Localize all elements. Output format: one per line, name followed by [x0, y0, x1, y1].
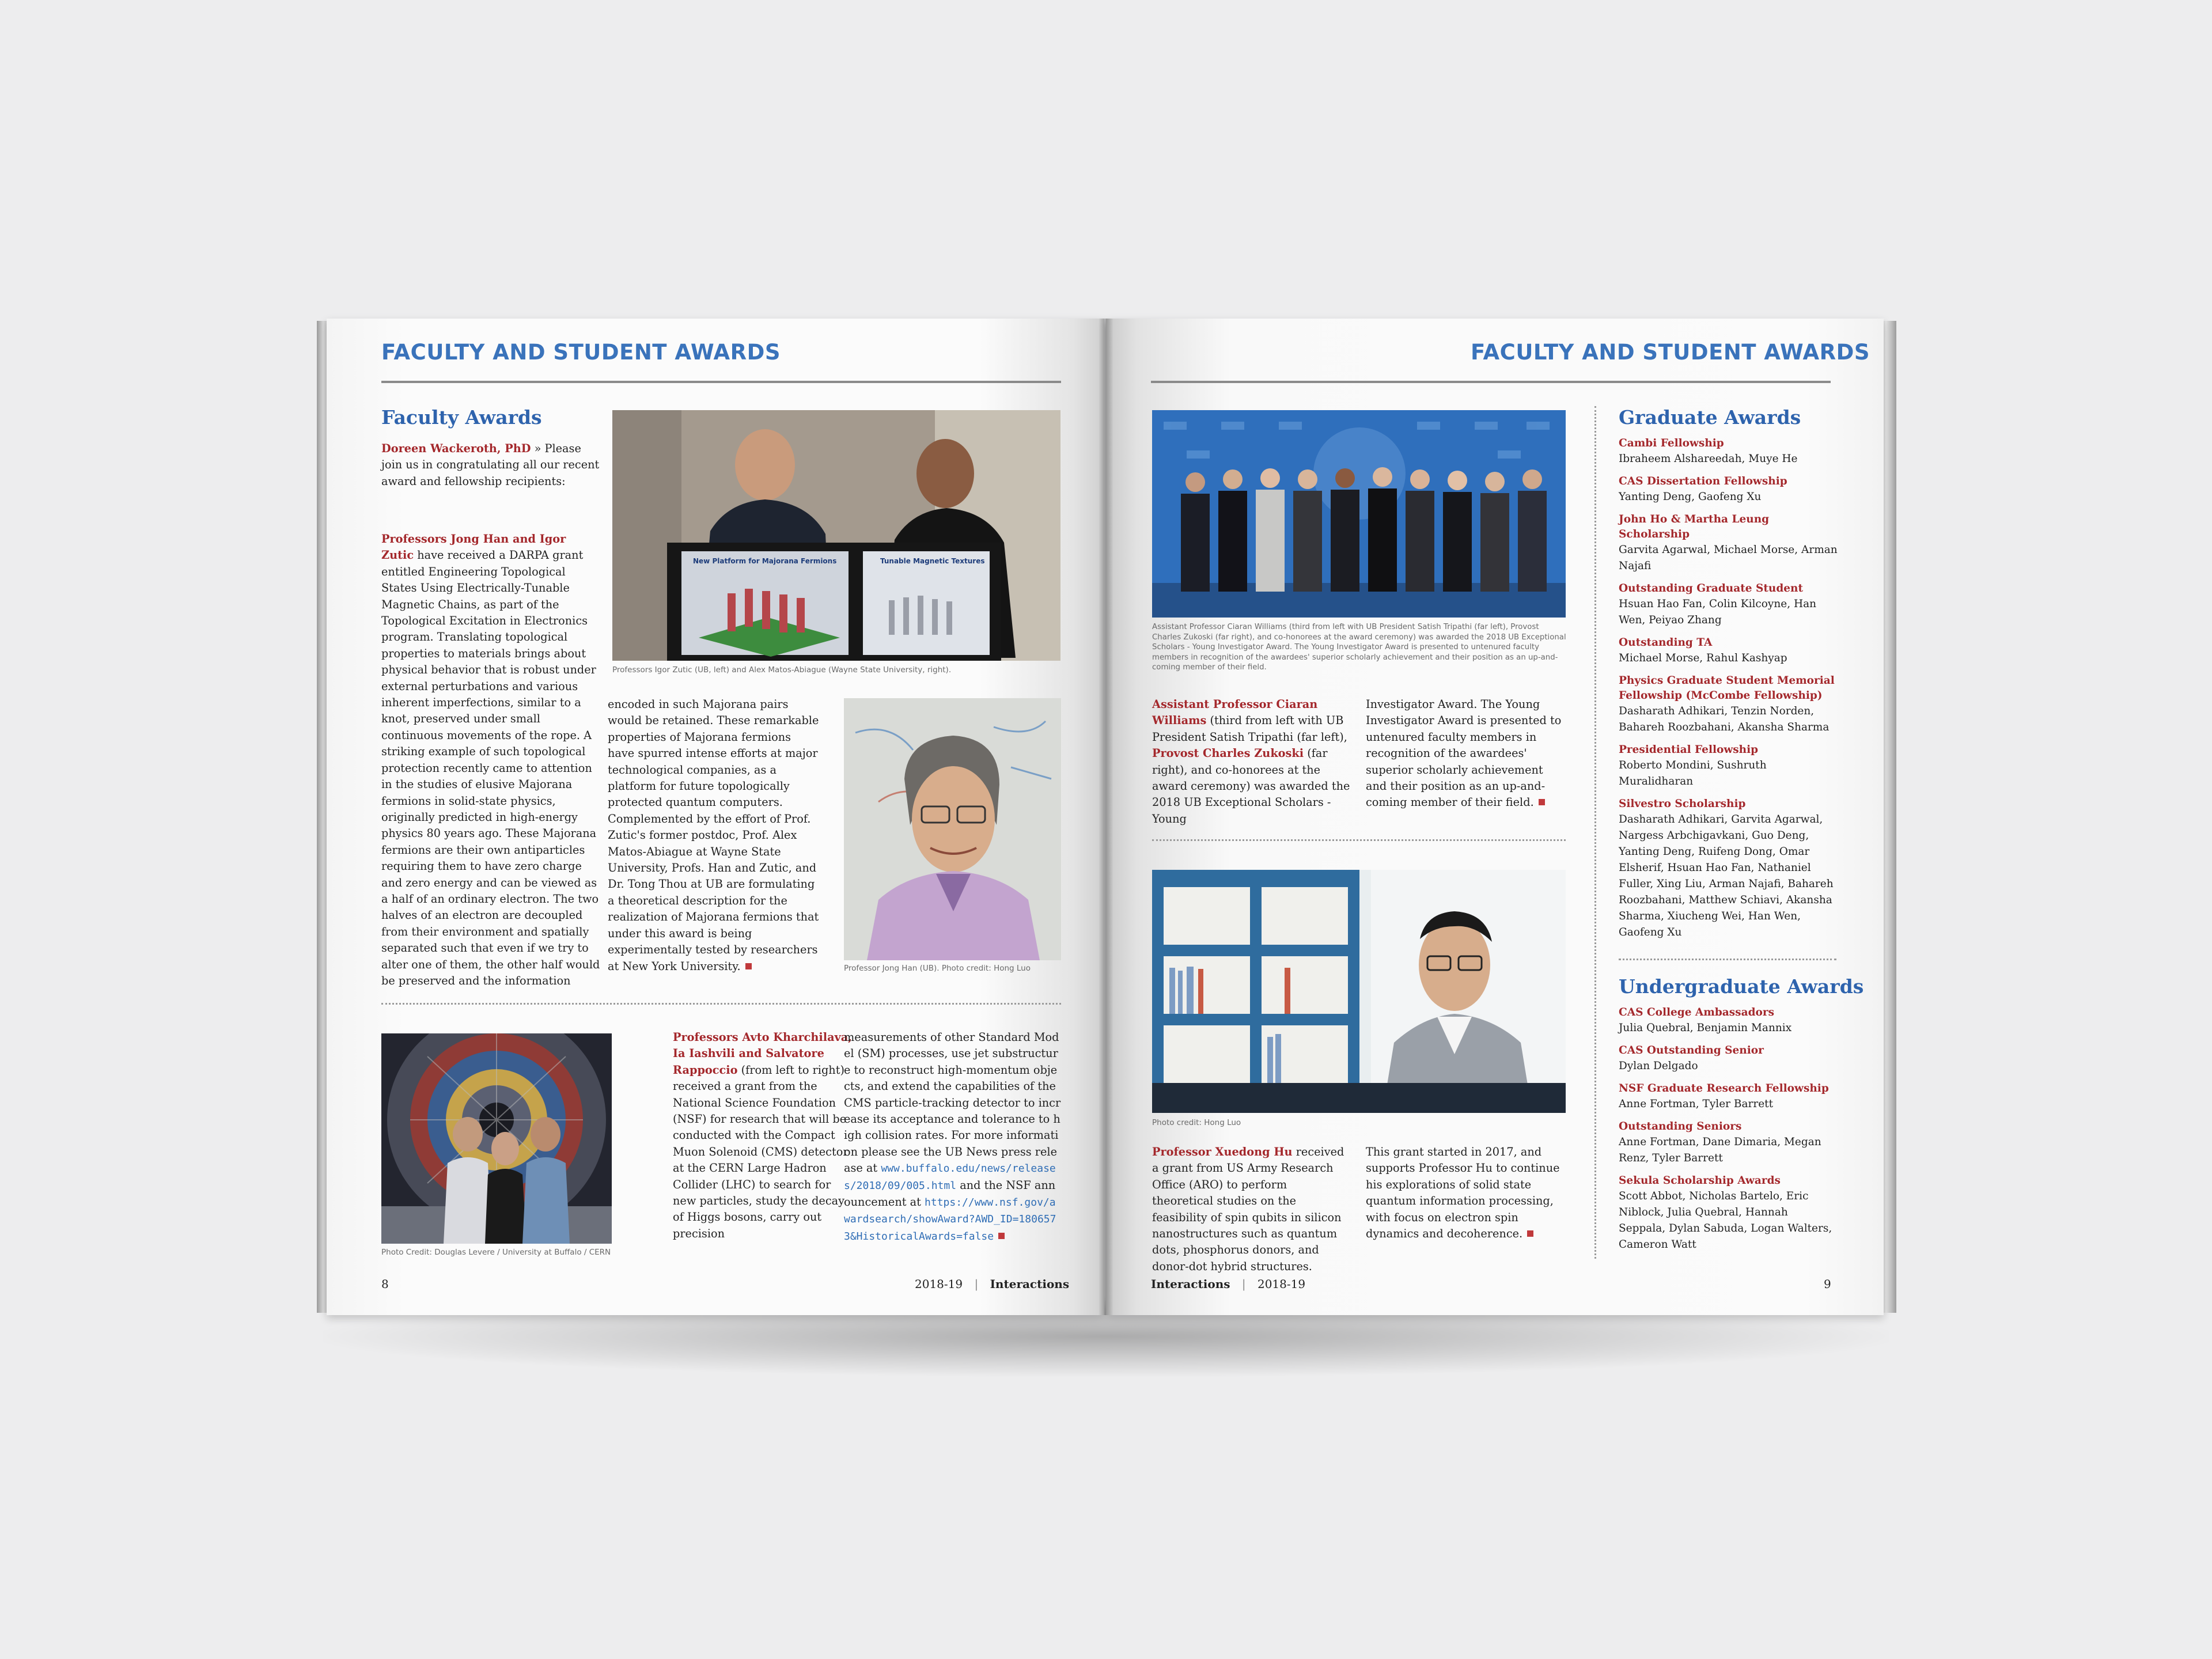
cms-photo — [381, 1033, 612, 1244]
award-recipients: Julia Quebral, Benjamin Mannix — [1619, 1022, 1792, 1034]
screen-label-2: Tunable Magnetic Textures — [880, 557, 985, 565]
cms-text-2a: measurements of other Standard Model (SM) processes, use jet substructure to reconstruct high-momentum objects, and extend the capabilities of the CMS particle-tracking detector to increase its acceptance and tolerance to high collision rates. For more information please see the UB News press release at — [844, 1031, 1061, 1175]
award-recipients: Yanting Deng, Gaofeng Xu — [1619, 491, 1762, 503]
right-footer-title: Interactions — [1151, 1277, 1230, 1291]
han-photo-art — [844, 698, 1061, 960]
cms-text-2b: and the NSF announcement at — [844, 1178, 1056, 1209]
williams-name: Assistant Professor Ciaran Williams — [1152, 698, 1318, 728]
hu-text-2: This grant started in 2017, and supports Professor Hu to continue his explorations of solid state quantum information processing, with focus on electron spin dynamics and decoherence. — [1366, 1145, 1560, 1241]
awards-divider — [1619, 959, 1836, 960]
right-footer — [1151, 1277, 1305, 1291]
book-spine — [1099, 319, 1113, 1315]
left-footer-separator: | — [974, 1277, 979, 1291]
award-title: CAS College Ambassadors — [1619, 1006, 1775, 1018]
han-zutic-names: Professors Jong Han and Igor Zutic — [381, 532, 566, 562]
award-title: Outstanding Graduate Student — [1619, 582, 1804, 594]
cms-column-2 — [844, 1029, 1061, 1245]
williams-column-2 — [1366, 696, 1565, 811]
intro-name: Doreen Wackeroth, PhD — [381, 442, 531, 455]
article-end-mark — [745, 963, 752, 969]
graduate-awards-heading: Graduate Awards — [1619, 406, 1801, 429]
right-footer-year: 2018-19 — [1257, 1277, 1306, 1291]
award-title: Presidential Fellowship — [1619, 744, 1759, 756]
han-zutic-column-1 — [381, 531, 600, 989]
award-recipients: Dylan Delgado — [1619, 1060, 1698, 1072]
left-footer-title: Interactions — [990, 1277, 1070, 1291]
right-footer-separator: | — [1241, 1277, 1246, 1291]
article-end-mark — [998, 1233, 1005, 1239]
group-photo-caption: Assistant Professor Ciaran Williams (third from left with UB President Satish Tripathi (far left), Provost Charles Zukoski (far right), and co-honorees at the award ceremony) was awarded the 2018 UB Exceptional Scholars - Young Investigator Award. The Young Investigator Award is presented to untenured faculty members in recognition of the awardees' superior scholarly achievement and their position as an up-and-coming member of their field. — [1152, 623, 1566, 672]
han-photo-caption: Professor Jong Han (UB). Photo credit: Hong Luo — [844, 964, 1031, 973]
award-title: Sekula Scholarship Awards — [1619, 1175, 1781, 1187]
right-section-divider — [1152, 839, 1566, 841]
cms-names: Professors Avto Kharchilava, Ia Iashvili and Salvatore Rappoccio — [673, 1031, 852, 1077]
hu-name: Professor Xuedong Hu — [1152, 1145, 1293, 1158]
cms-photo-caption: Photo Credit: Douglas Levere / University at Buffalo / CERN — [381, 1248, 611, 1257]
award-recipients: Dasharath Adhikari, Garvita Agarwal, Nargess Arbchigavkani, Guo Deng, Yanting Deng, Ruifeng Dong, Omar Elsherif, Hsuan Hao Fan, Nathaniel Fuller, Xing Liu, Arman Najafi, Bahareh Roozbahani, Matthew Schiavi, Akansha Sharma, Xiucheng Wei, Han Wen, Gaofeng Xu — [1619, 813, 1834, 938]
han-zutic-text-1: have received a DARPA grant entitled Engineering Topological States Using Electrically-Tunable Magnetic Chains, as part of the Topological Excitation in Electronics program. Translating topological properties to materials brings about physical behavior that is robust under external perturbations and various inherent imperfections, similar to a knot, preserved under small continuous movements of the rope. A striking example of such topological protection recently came to attention in the studies of elusive Majorana fermions in solid-state physics, originally predicted in high-energy physics 80 years ago. These Majorana fermions are their own antiparticles requiring them to have zero charge and zero energy and can be viewed as a half of an ordinary electron. The two halves of an electron are decoupled from their environment and spatially separated such that even if we try to alter one of them, the other half would be preserved and the information — [381, 548, 600, 987]
cms-photo-art — [381, 1033, 612, 1244]
award-recipients: Scott Abbot, Nicholas Bartelo, Eric Niblock, Julia Quebral, Hannah Seppala, Dylan Sabuda, Logan Walters, Cameron Watt — [1619, 1190, 1832, 1251]
hu-column-1 — [1152, 1144, 1351, 1275]
graduate-awards-list — [1619, 429, 1838, 941]
award-title: Physics Graduate Student Memorial Fellowship (McCombe Fellowship) — [1619, 675, 1835, 702]
sidebar-divider — [1594, 406, 1596, 1259]
left-footer — [915, 1277, 1069, 1291]
award-recipients: Michael Morse, Rahul Kashyap — [1619, 652, 1787, 664]
williams-column-1 — [1152, 696, 1351, 827]
han-zutic-text-2: encoded in such Majorana pairs would be retained. These remarkable properties of Majorana fermions have spurred intense efforts at major technological companies, as a platform for future topologically protected quantum computers. Complemented by the effort of Prof. Zutic's former postdoc, Prof. Alex Matos-Abiague at Wayne State University, Profs. Han and Zutic, and Dr. Tong Thou at UB are formulating a theoretical description for the realization of Majorana fermions that under this award is being experimentally tested by researchers at New York University. — [608, 698, 819, 973]
williams-text-3: Investigator Award. The Young Investigator Award is presented to untenured faculty members in recognition of the awardees' superior scholarly achievement and their position as an up-and-coming member of their field. — [1366, 698, 1562, 809]
left-page-number: 8 — [381, 1277, 389, 1291]
left-footer-year: 2018-19 — [915, 1277, 963, 1291]
right-page-number: 9 — [1824, 1277, 1831, 1291]
left-header-rule — [381, 381, 1061, 383]
award-title: CAS Dissertation Fellowship — [1619, 475, 1787, 487]
award-title: Silvestro Scholarship — [1619, 798, 1746, 810]
left-section-divider — [381, 1003, 1061, 1005]
ub-news-link[interactable]: www.buffalo.edu/news/releases/2018/09/005.html — [844, 1162, 1056, 1192]
award-title: Outstanding Seniors — [1619, 1120, 1742, 1132]
award-recipients: Anne Fortman, Tyler Barrett — [1619, 1098, 1774, 1110]
award-title: CAS Outstanding Senior — [1619, 1044, 1764, 1056]
award-recipients: Hsuan Hao Fan, Colin Kilcoyne, Han Wen, Peiyao Zhang — [1619, 598, 1817, 626]
left-page-header: FACULTY AND STUDENT AWARDS — [381, 340, 781, 365]
hu-text-1: received a grant from US Army Research Office (ARO) to perform theoretical studies on the feasibility of spin qubits in silicon nanostructures such as quantum dots, phosphorus donors, and donor-dot hybrid structures. — [1152, 1145, 1344, 1273]
han-zutic-column-2 — [608, 696, 821, 975]
hu-column-2 — [1366, 1144, 1565, 1242]
han-photo — [844, 698, 1061, 960]
zutic-photo-caption: Professors Igor Zutic (UB, left) and Alex Matos-Abiague (Wayne State University, right). — [612, 665, 952, 675]
zutic-photo — [612, 410, 1060, 661]
award-recipients: Garvita Agarwal, Michael Morse, Arman Najafi — [1619, 544, 1838, 572]
undergraduate-awards-heading: Undergraduate Awards — [1619, 975, 1864, 998]
screen-label-1: New Platform for Majorana Fermions — [693, 557, 837, 565]
award-recipients: Ibraheem Alshareedah, Muye He — [1619, 453, 1798, 465]
cms-column-1 — [673, 1029, 857, 1242]
award-recipients: Roberto Mondini, Sushruth Muralidharan — [1619, 759, 1767, 787]
article-end-mark — [1539, 799, 1545, 805]
faculty-awards-heading: Faculty Awards — [381, 406, 542, 429]
nsf-award-link[interactable]: https://www.nsf.gov/awardsearch/showAward?AWD_ID=1806573&HistoricalAwards=false — [844, 1196, 1056, 1243]
right-header-rule — [1151, 381, 1831, 383]
group-photo-art — [1152, 410, 1566, 618]
intro-text: » Please join us in congratulating all our recent award and fellowship recipients: — [381, 442, 600, 488]
zukoski-name: Provost Charles Zukoski — [1152, 747, 1304, 760]
award-title: Cambi Fellowship — [1619, 437, 1724, 449]
award-recipients: Anne Fortman, Dane Dimaria, Megan Renz, Tyler Barrett — [1619, 1136, 1821, 1164]
williams-text-2: (far right), and co-honorees at the award ceremony) was awarded the 2018 UB Exceptional Scholars - Young — [1152, 747, 1350, 825]
hu-photo-caption: Photo credit: Hong Luo — [1152, 1118, 1241, 1127]
hu-photo — [1152, 870, 1566, 1113]
cms-text-1: (from left to right) received a grant from the National Science Foundation (NSF) for research that will be conducted with the Compact Muon Solenoid (CMS) detector at the CERN Large Hadron Collider (LHC) to search for new particles, study the decay of Higgs bosons, carry out precision — [673, 1063, 849, 1240]
group-photo — [1152, 410, 1566, 618]
williams-text-1: (third from left with UB President Satish Tripathi (far left), — [1152, 714, 1347, 744]
zutic-photo-art — [612, 410, 1060, 661]
award-title: John Ho & Martha Leung Scholarship — [1619, 513, 1770, 540]
right-page-header: FACULTY AND STUDENT AWARDS — [1471, 340, 1870, 365]
award-title: Outstanding TA — [1619, 637, 1713, 649]
hu-photo-art — [1152, 870, 1566, 1113]
award-recipients: Dasharath Adhikari, Tenzin Norden, Bahareh Roozbahani, Akansha Sharma — [1619, 705, 1830, 733]
article-end-mark — [1527, 1230, 1533, 1237]
intro-paragraph — [381, 441, 600, 490]
award-title: NSF Graduate Research Fellowship — [1619, 1082, 1829, 1094]
undergraduate-awards-list — [1619, 998, 1838, 1253]
